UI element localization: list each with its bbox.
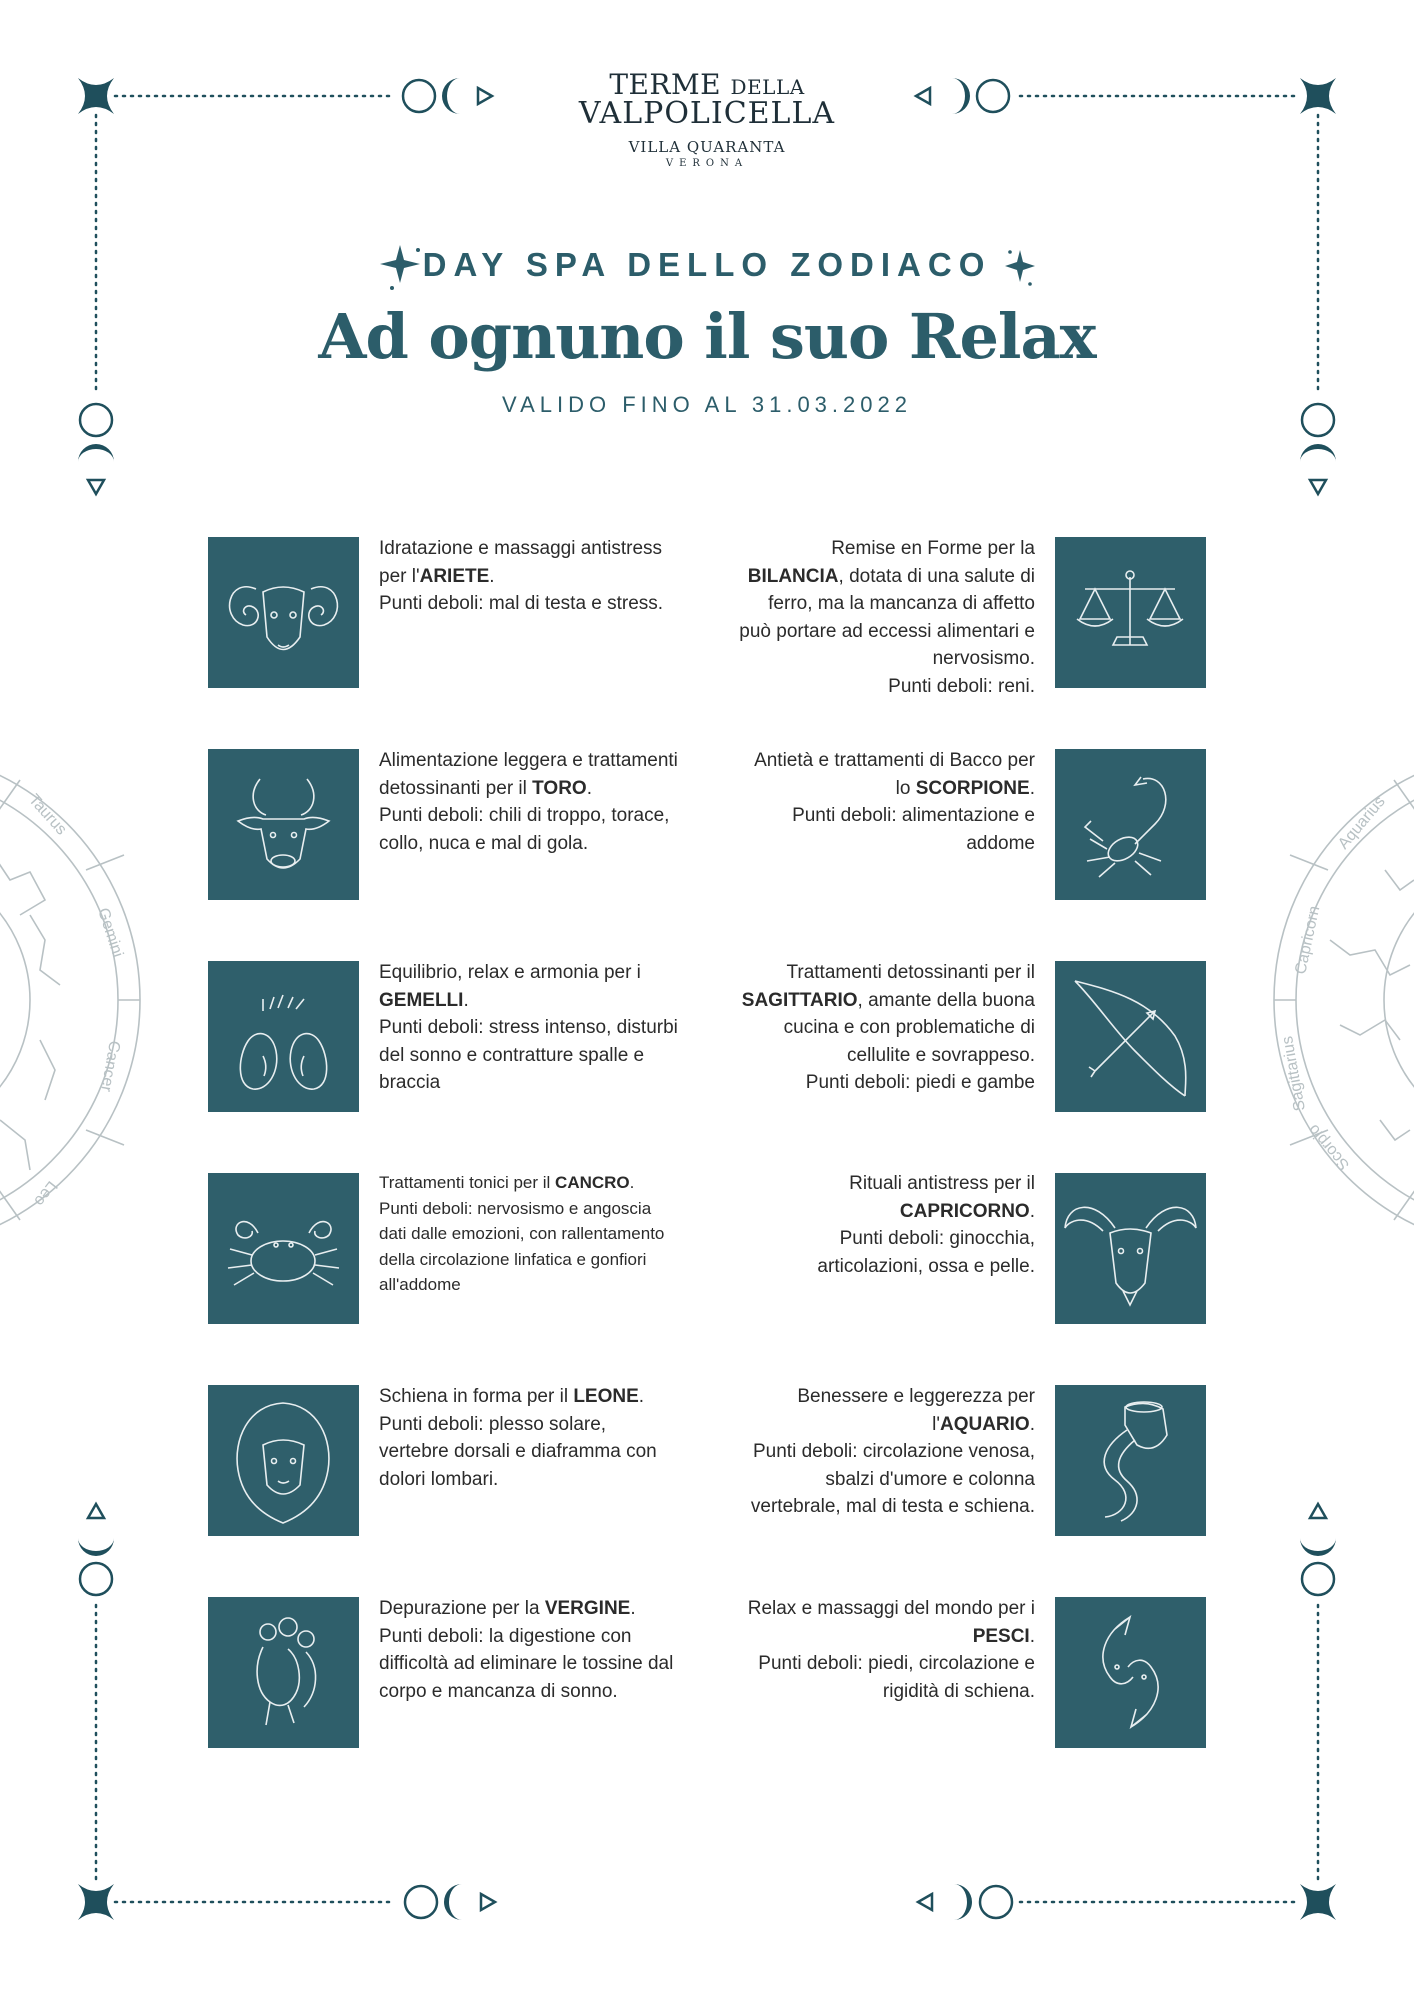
page-title: Ad ognuno il suo Relax bbox=[318, 300, 1096, 373]
wheel-label: Capricorn bbox=[1292, 904, 1324, 976]
water-jar-icon bbox=[1055, 1385, 1206, 1536]
zodiac-wheel-left bbox=[0, 750, 140, 1250]
bull-head-icon bbox=[208, 749, 359, 900]
corner-star-icon bbox=[1300, 1884, 1336, 1920]
crescent-icon bbox=[954, 1884, 972, 1920]
zodiac-wheel-right bbox=[1274, 750, 1414, 1250]
sign-gemelli-text: Equilibrio, relax e armonia per i GEMELLI. Punti deboli: stress intenso, disturbi del sonno e contratture spalle e braccia bbox=[379, 962, 678, 1094]
page-kicker: DAY SPA DELLO ZODIACO bbox=[422, 246, 992, 283]
ram-head-icon bbox=[208, 537, 359, 688]
crescent-icon bbox=[442, 78, 460, 114]
crescent-icon bbox=[1300, 444, 1336, 462]
sign-scorpione-text: Antietà e trattamenti di Bacco per lo SCORPIONE. Punti deboli: alimentazione e addome bbox=[754, 750, 1035, 854]
sign-pesci-text: Relax e massaggi del mondo per i PESCI. Punti deboli: piedi, circolazione e rigidità di schiena. bbox=[747, 1598, 1035, 1702]
corner-star-icon bbox=[1300, 78, 1336, 114]
wheel-label: Gemini bbox=[94, 905, 127, 960]
twins-icon bbox=[208, 961, 359, 1112]
virgo-woman-icon bbox=[208, 1597, 359, 1748]
scorpion-icon bbox=[1055, 749, 1206, 900]
crab-icon bbox=[208, 1173, 359, 1324]
sign-bilancia-text: Remise en Forme per la BILANCIA, dotata di una salute di ferro, ma la mancanza di affetto può portare ad eccessi alimentari e nervosismo. Punti deboli: reni. bbox=[739, 538, 1035, 697]
crescent-icon bbox=[78, 1538, 114, 1556]
lion-head-icon bbox=[208, 1385, 359, 1536]
corner-star-icon bbox=[78, 78, 114, 114]
crescent-icon bbox=[78, 444, 114, 462]
scales-icon bbox=[1055, 537, 1206, 688]
sign-sagittario-text: Trattamenti detossinanti per il SAGITTARIO, amante della buona cucina e con problematiche di cellulite e sovrappeso. Punti deboli: piedi e gambe bbox=[741, 962, 1035, 1094]
sign-toro-text: Alimentazione leggera e trattamenti detossinanti per il TORO. Punti deboli: chili di troppo, torace, collo, nuca e mal di gola. bbox=[379, 750, 678, 854]
wheel-label: Cancer bbox=[97, 1039, 123, 1094]
sign-ariete-text: Idratazione e massaggi antistress per l'ARIETE. Punti deboli: mal di testa e stress. bbox=[379, 538, 664, 615]
crescent-icon bbox=[1300, 1538, 1336, 1556]
brand-logo: TERME DELLA VALPOLICELLA VILLA QUARANTA VERONA bbox=[578, 68, 836, 169]
fishes-icon bbox=[1055, 1597, 1206, 1748]
wheel-label: Leo bbox=[30, 1177, 61, 1210]
sign-capricorno-text: Rituali antistress per il CAPRICORNO. Punti deboli: ginocchia, articolazioni, ossa e pelle. bbox=[817, 1173, 1035, 1277]
crescent-icon bbox=[444, 1884, 462, 1920]
wheel-label: Taurus bbox=[25, 791, 70, 839]
goat-head-icon bbox=[1055, 1173, 1206, 1324]
wheel-label: Sagittarius bbox=[1279, 1034, 1309, 1113]
wheel-label: Scorpio bbox=[1305, 1120, 1354, 1174]
validity-date: VALIDO FINO AL 31.03.2022 bbox=[502, 392, 912, 417]
wheel-label: Aquarius bbox=[1335, 793, 1389, 853]
corner-star-icon bbox=[78, 1884, 114, 1920]
sign-vergine-text: Depurazione per la VERGINE. Punti deboli: la digestione con difficoltà ad eliminare le tossine dal corpo e mancanza di sonno. bbox=[379, 1598, 674, 1702]
sign-cancro-text: Trattamenti tonici per il CANCRO. Punti deboli: nervosismo e angoscia dati dalle emozioni, con rallentamento della circolazione linfatica e gonfiori all'addome bbox=[379, 1173, 665, 1294]
bow-arrow-icon bbox=[1055, 961, 1206, 1112]
crescent-icon bbox=[952, 78, 970, 114]
sign-aquario-text: Benessere e leggerezza per l'AQUARIO. Punti deboli: circolazione venosa, sbalzi d'umore e colonna vertebrale, mal di testa e schiena. bbox=[750, 1386, 1035, 1518]
sign-leone-text: Schiena in forma per il LEONE. Punti deboli: plesso solare, vertebre dorsali e diaframma con dolori lombari. bbox=[379, 1386, 657, 1490]
